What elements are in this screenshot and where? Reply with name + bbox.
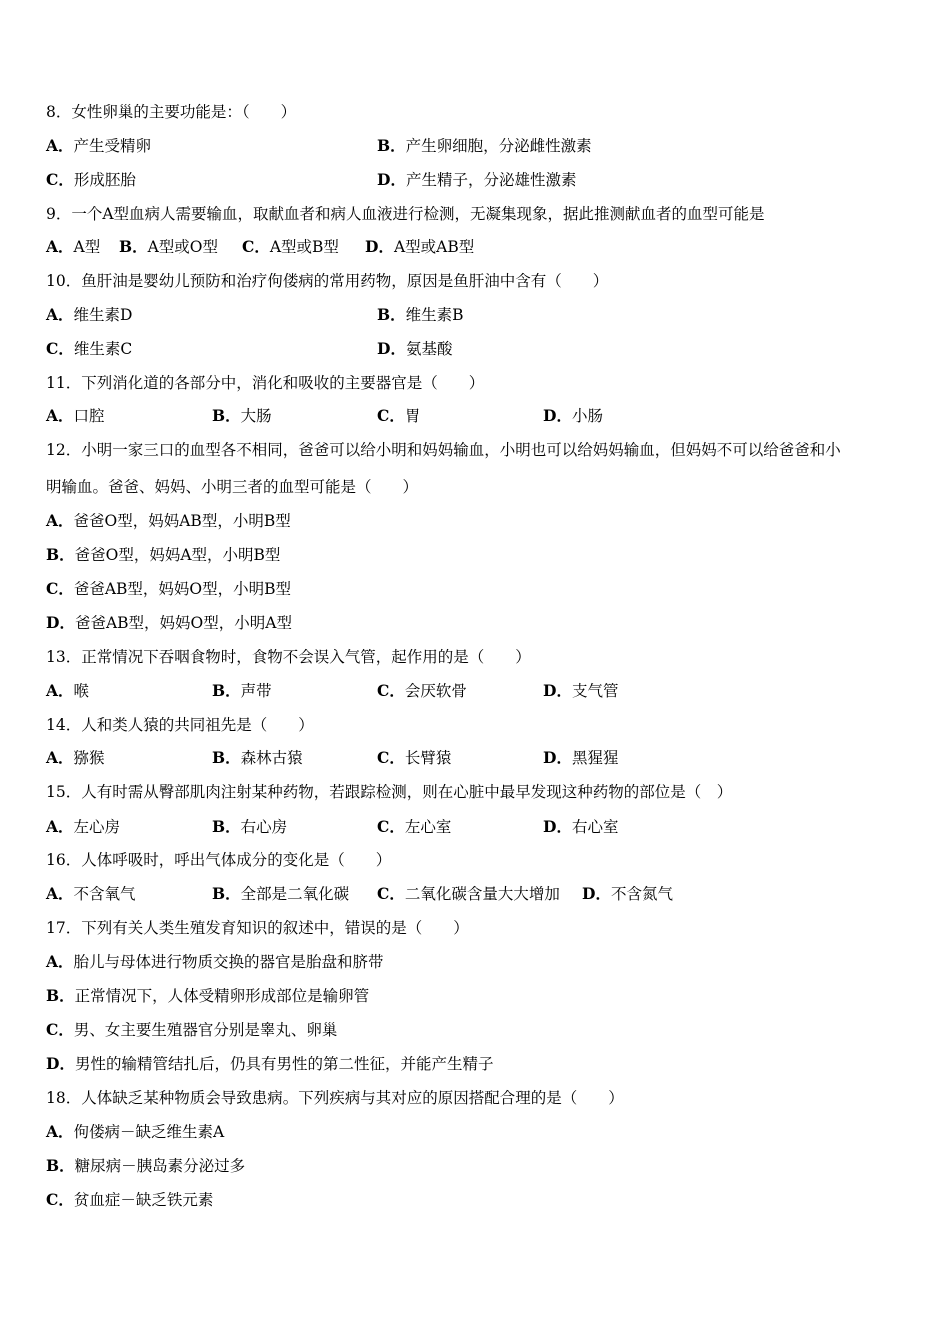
option-a[interactable]: A．喉 (46, 681, 90, 700)
question-9-stem: 9．一个A型血病人需要输血，取献血者和病人血液进行检测，无凝集现象，据此推测献血者的血型可能是 (46, 205, 765, 223)
option-c[interactable]: C．男、女主要生殖器官分别是睾丸、卵巢 (46, 1020, 338, 1039)
option-a[interactable]: A．爸爸O型，妈妈AB型，小明B型 (46, 511, 291, 530)
question-11-stem: 11．下列消化道的各部分中，消化和吸收的主要器官是（ ） (46, 374, 485, 392)
question-14-stem: 14．人和类人猿的共同祖先是（ ） (46, 716, 314, 734)
option-d[interactable]: D．右心室 (543, 817, 619, 836)
option-a[interactable]: A．A型 (46, 237, 101, 256)
option-b[interactable]: B．正常情况下，人体受精卵形成部位是输卵管 (46, 986, 370, 1005)
question-8-stem: 8．女性卵巢的主要功能是：（ ） (46, 103, 297, 121)
option-d[interactable]: D．黑猩猩 (543, 748, 619, 767)
question-16-stem: 16．人体呼吸时，呼出气体成分的变化是（ ） (46, 851, 392, 869)
option-a[interactable]: A．口腔 (46, 406, 105, 425)
option-b[interactable]: B．声带 (212, 681, 272, 700)
option-a[interactable]: A．产生受精卵 (46, 136, 152, 155)
option-a[interactable]: A．猕猴 (46, 748, 105, 767)
option-a[interactable]: A．左心房 (46, 817, 121, 836)
option-c[interactable]: C．二氧化碳含量大大增加 (377, 884, 560, 903)
option-d[interactable]: D．男性的输精管结扎后，仍具有男性的第二性征，并能产生精子 (46, 1054, 494, 1073)
option-b[interactable]: B．大肠 (212, 406, 272, 425)
option-b[interactable]: B．右心房 (212, 817, 288, 836)
question-15-stem: 15．人有时需从臀部肌肉注射某种药物，若跟踪检测，则在心脏中最早发现这种药物的部位是（ ） (46, 783, 733, 801)
option-a[interactable]: A．不含氧气 (46, 884, 136, 903)
option-c[interactable]: C．胃 (377, 406, 421, 425)
question-17-stem: 17．下列有关人类生殖发育知识的叙述中，错误的是（ ） (46, 919, 469, 937)
option-b[interactable]: B．全部是二氧化碳 (212, 884, 350, 903)
question-12-stem: 12．小明一家三口的血型各不相同，爸爸可以给小明和妈妈输血，小明也可以给妈妈输血，但妈妈不可以给爸爸和小 (46, 441, 841, 459)
question-12-stem-continued: 明输血。爸爸、妈妈、小明三者的血型可能是（ ） (46, 478, 419, 496)
option-d[interactable]: D．产生精子，分泌雄性激素 (377, 170, 577, 189)
option-c[interactable]: C．维生素C (46, 339, 133, 358)
option-b[interactable]: B．产生卵细胞，分泌雌性激素 (377, 136, 592, 155)
option-a[interactable]: A．佝偻病－缺乏维生素A (46, 1122, 225, 1141)
option-c[interactable]: C．长臂猿 (377, 748, 452, 767)
question-18-stem: 18．人体缺乏某种物质会导致患病。下列疾病与其对应的原因搭配合理的是（ ） (46, 1089, 624, 1107)
option-b[interactable]: B．森林古猿 (212, 748, 303, 767)
option-c[interactable]: C．贫血症－缺乏铁元素 (46, 1190, 214, 1209)
option-b[interactable]: B．维生素B (377, 305, 464, 324)
option-c[interactable]: C．形成胚胎 (46, 170, 136, 189)
option-d[interactable]: D．爸爸AB型，妈妈O型，小明A型 (46, 613, 292, 632)
option-c[interactable]: C．A型或B型 (242, 237, 339, 256)
question-10-stem: 10．鱼肝油是婴幼儿预防和治疗佝偻病的常用药物，原因是鱼肝油中含有（ ） (46, 272, 609, 290)
option-b[interactable]: B．A型或O型 (119, 237, 219, 256)
option-a[interactable]: A．胎儿与母体进行物质交换的器官是胎盘和脐带 (46, 952, 384, 971)
option-b[interactable]: B．爸爸O型，妈妈A型，小明B型 (46, 545, 281, 564)
option-a[interactable]: A．维生素D (46, 305, 133, 324)
option-c[interactable]: C．会厌软骨 (377, 681, 467, 700)
option-c[interactable]: C．爸爸AB型，妈妈O型，小明B型 (46, 579, 292, 598)
option-d[interactable]: D．氨基酸 (377, 339, 453, 358)
question-13-stem: 13．正常情况下吞咽食物时，食物不会误入气管，起作用的是（ ） (46, 648, 531, 666)
option-d[interactable]: D．支气管 (543, 681, 619, 700)
option-b[interactable]: B．糖尿病－胰岛素分泌过多 (46, 1156, 246, 1175)
option-c[interactable]: C．左心室 (377, 817, 452, 836)
option-d[interactable]: D．不含氮气 (582, 884, 673, 903)
option-d[interactable]: D．A型或AB型 (365, 237, 475, 256)
option-d[interactable]: D．小肠 (543, 406, 603, 425)
